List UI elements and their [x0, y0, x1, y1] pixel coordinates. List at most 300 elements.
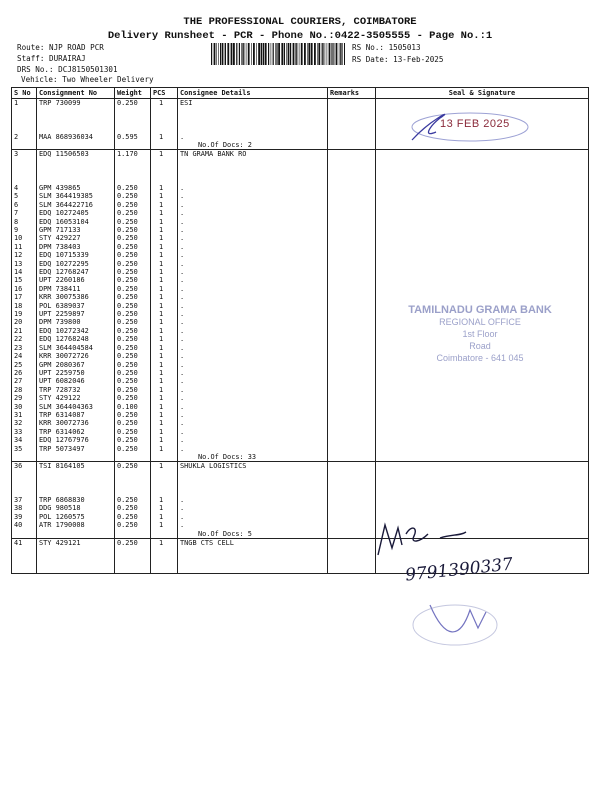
table-row: [12, 176, 589, 184]
cell-seal-signature: [376, 479, 589, 487]
cell-remarks: [328, 234, 376, 242]
barcode-bar: [296, 43, 297, 65]
cell-remarks: [328, 116, 376, 124]
cell-sno: 34: [12, 436, 37, 444]
cell-pcs: 1: [151, 386, 178, 394]
cell-pcs: 1: [151, 369, 178, 377]
cell-weight: [115, 116, 151, 124]
barcode-bar: [314, 43, 316, 65]
table-row: [12, 192, 589, 200]
cell-pcs: 1: [151, 276, 178, 284]
cell-seal-signature: [376, 260, 589, 268]
barcode-bar: [256, 43, 257, 65]
table-header-row: [12, 88, 589, 99]
cell-seal-signature: [376, 234, 589, 242]
cell-consignment-no: UPT 6082046: [37, 377, 115, 385]
barcode-bar: [220, 43, 221, 65]
cell-weight: 0.250: [115, 538, 151, 547]
cell-pcs: 1: [151, 335, 178, 343]
cell-consignee-details: .: [178, 243, 328, 251]
cell-consignee-details: .: [178, 419, 328, 427]
cell-consignee-details: .: [178, 445, 328, 453]
cell-remarks: [328, 184, 376, 192]
cell-consignment-no: [37, 453, 115, 462]
cell-sno: [12, 141, 37, 150]
cell-weight: 0.250: [115, 318, 151, 326]
cell-seal-signature: [376, 209, 589, 217]
cell-consignee-details: .: [178, 268, 328, 276]
cell-seal-signature: [376, 167, 589, 175]
cell-consignment-no: KRR 30075386: [37, 293, 115, 301]
barcode-bar: [253, 43, 255, 65]
cell-sno: 28: [12, 386, 37, 394]
cell-pcs: 1: [151, 285, 178, 293]
barcode-bar: [239, 43, 240, 65]
cell-weight: 0.250: [115, 504, 151, 512]
barcode-bar: [327, 43, 328, 65]
cell-pcs: 1: [151, 538, 178, 547]
barcode-bar: [284, 43, 285, 65]
cell-seal-signature: [376, 268, 589, 276]
cell-consignee-details: .: [178, 218, 328, 226]
cell-seal-signature: [376, 276, 589, 284]
cell-pcs: [151, 116, 178, 124]
cell-sno: [12, 159, 37, 167]
table-row: [12, 471, 589, 479]
table-row: [12, 488, 589, 496]
cell-remarks: [328, 167, 376, 175]
cell-weight: 0.250: [115, 218, 151, 226]
cell-seal-signature: [376, 192, 589, 200]
cell-seal-signature: [376, 513, 589, 521]
cell-pcs: 1: [151, 361, 178, 369]
barcode-bar: [265, 43, 267, 65]
cell-consignment-no: EDQ 11506503: [37, 150, 115, 159]
cell-consignee-details: [178, 471, 328, 479]
cell-consignment-no: GPM 439865: [37, 184, 115, 192]
cell-weight: 0.250: [115, 226, 151, 234]
cell-remarks: [328, 268, 376, 276]
cell-consignee-details: .: [178, 496, 328, 504]
cell-consignment-no: DPM 738411: [37, 285, 115, 293]
cell-seal-signature: [376, 133, 589, 141]
cell-consignee-details: .: [178, 302, 328, 310]
cell-remarks: [328, 361, 376, 369]
barcode-bar: [276, 43, 277, 65]
bottom-stamp-ring: [413, 605, 497, 645]
table-row: [12, 251, 589, 259]
barcode-bar: [211, 43, 212, 65]
cell-consignment-no: [37, 124, 115, 132]
cell-consignment-no: [37, 141, 115, 150]
cell-consignment-no: DDG 980518: [37, 504, 115, 512]
cell-weight: 0.250: [115, 260, 151, 268]
cell-remarks: [328, 141, 376, 150]
cell-weight: 0.250: [115, 436, 151, 444]
cell-consignee-details: .: [178, 192, 328, 200]
table-row: [12, 243, 589, 251]
cell-remarks: [328, 192, 376, 200]
bank-stamp-line: Coimbatore - 641 045: [436, 353, 524, 363]
vehicle-label: Vehicle: Two Wheeler Delivery: [21, 75, 154, 84]
col-weight: Weight: [115, 88, 151, 99]
table-row: [12, 445, 589, 453]
cell-remarks: [328, 419, 376, 427]
cell-pcs: 1: [151, 201, 178, 209]
table-row: [12, 462, 589, 471]
cell-remarks: [328, 176, 376, 184]
cell-pcs: 1: [151, 192, 178, 200]
cell-pcs: 1: [151, 243, 178, 251]
table-row: [12, 369, 589, 377]
barcode-bar: [323, 43, 324, 65]
table-row: [12, 226, 589, 234]
cell-seal-signature: [376, 504, 589, 512]
cell-consignee-details: .: [178, 403, 328, 411]
barcode-bar: [329, 43, 331, 65]
barcode-bar: [338, 43, 339, 65]
cell-consignee-details: .: [178, 436, 328, 444]
cell-weight: 0.250: [115, 462, 151, 471]
table-row: [12, 260, 589, 268]
cell-remarks: [328, 260, 376, 268]
cell-weight: [115, 453, 151, 462]
cell-weight: [115, 141, 151, 150]
cell-remarks: [328, 556, 376, 564]
handwritten-phone: 9791390337: [404, 554, 514, 586]
cell-pcs: 1: [151, 344, 178, 352]
cell-sno: 29: [12, 394, 37, 402]
barcode-bar: [246, 43, 247, 65]
table-row: [12, 496, 589, 504]
table-row: [12, 285, 589, 293]
cell-pcs: 1: [151, 226, 178, 234]
cell-consignment-no: SLM 364422716: [37, 201, 115, 209]
cell-pcs: [151, 547, 178, 555]
table-row: [12, 159, 589, 167]
cell-weight: [115, 159, 151, 167]
cell-remarks: [328, 521, 376, 529]
cell-pcs: 1: [151, 352, 178, 360]
barcode-bar: [301, 43, 303, 65]
barcode-bar: [307, 43, 308, 65]
table-row: [12, 513, 589, 521]
cell-pcs: 1: [151, 209, 178, 217]
cell-consignee-details: No.Of Docs: 33: [178, 453, 328, 462]
cell-weight: 0.250: [115, 327, 151, 335]
cell-remarks: [328, 462, 376, 471]
cell-sno: 3: [12, 150, 37, 159]
cell-consignment-no: [37, 479, 115, 487]
cell-weight: 0.100: [115, 403, 151, 411]
cell-consignee-details: .: [178, 226, 328, 234]
barcode-bar: [299, 43, 300, 65]
cell-remarks: [328, 310, 376, 318]
cell-remarks: [328, 394, 376, 402]
cell-pcs: 1: [151, 218, 178, 226]
barcode-bar: [286, 43, 287, 65]
cell-sno: [12, 479, 37, 487]
cell-sno: 21: [12, 327, 37, 335]
cell-pcs: 1: [151, 184, 178, 192]
cell-seal-signature: [376, 488, 589, 496]
barcode-bar: [222, 43, 223, 65]
cell-remarks: [328, 318, 376, 326]
barcode-bar: [340, 43, 341, 65]
cell-sno: 40: [12, 521, 37, 529]
cell-remarks: [328, 504, 376, 512]
cell-remarks: [328, 293, 376, 301]
cell-weight: 0.250: [115, 335, 151, 343]
cell-weight: 0.250: [115, 352, 151, 360]
cell-consignment-no: STY 429121: [37, 538, 115, 547]
cell-consignee-details: [178, 176, 328, 184]
table-row: [12, 419, 589, 427]
cell-seal-signature: [376, 218, 589, 226]
cell-consignee-details: [178, 547, 328, 555]
cell-pcs: [151, 124, 178, 132]
cell-seal-signature: [376, 411, 589, 419]
cell-consignment-no: KRR 30072726: [37, 352, 115, 360]
cell-weight: 0.250: [115, 428, 151, 436]
cell-pcs: 1: [151, 403, 178, 411]
cell-remarks: [328, 209, 376, 217]
cell-sno: 32: [12, 419, 37, 427]
cell-remarks: [328, 428, 376, 436]
cell-sno: 18: [12, 302, 37, 310]
cell-weight: [115, 471, 151, 479]
barcode-bar: [218, 43, 219, 65]
cell-sno: [12, 453, 37, 462]
cell-sno: 11: [12, 243, 37, 251]
barcode-bar: [231, 43, 233, 65]
cell-remarks: [328, 496, 376, 504]
drs-number: DRS No.: DCJ8150501301: [17, 65, 118, 74]
cell-sno: [12, 107, 37, 115]
cell-sno: 15: [12, 276, 37, 284]
cell-consignee-details: [178, 107, 328, 115]
cell-consignee-details: .: [178, 344, 328, 352]
table-row: [12, 394, 589, 402]
col-remarks: Remarks: [328, 88, 376, 99]
table-row: [12, 377, 589, 385]
cell-sno: 12: [12, 251, 37, 259]
cell-weight: 0.250: [115, 302, 151, 310]
table-row: [12, 268, 589, 276]
cell-remarks: [328, 411, 376, 419]
col-consignee-details: Consignee Details: [178, 88, 328, 99]
cell-weight: 0.250: [115, 344, 151, 352]
cell-consignee-details: .: [178, 386, 328, 394]
cell-weight: 0.250: [115, 293, 151, 301]
cell-seal-signature: [376, 521, 589, 529]
bottom-signature-stroke: [430, 605, 486, 632]
cell-consignee-details: .: [178, 201, 328, 209]
cell-consignment-no: DPM 739800: [37, 318, 115, 326]
cell-remarks: [328, 201, 376, 209]
cell-consignment-no: TRP 730099: [37, 99, 115, 108]
cell-weight: 0.250: [115, 251, 151, 259]
barcode-bar: [227, 43, 229, 65]
cell-weight: 0.250: [115, 361, 151, 369]
cell-pcs: 1: [151, 293, 178, 301]
cell-remarks: [328, 159, 376, 167]
cell-consignment-no: [37, 564, 115, 573]
cell-consignee-details: .: [178, 369, 328, 377]
cell-remarks: [328, 530, 376, 539]
cell-consignee-details: [178, 488, 328, 496]
cell-weight: 0.250: [115, 184, 151, 192]
cell-weight: 0.250: [115, 386, 151, 394]
barcode-bar: [344, 43, 345, 65]
cell-seal-signature: [376, 293, 589, 301]
cell-seal-signature: [376, 538, 589, 547]
barcode-bar: [241, 43, 242, 65]
cell-sno: 9: [12, 226, 37, 234]
cell-seal-signature: [376, 369, 589, 377]
table-row: [12, 201, 589, 209]
barcode-bar: [332, 43, 333, 65]
cell-seal-signature: [376, 462, 589, 471]
col-consignment-no: Consignment No: [37, 88, 115, 99]
col-pcs: PCS: [151, 88, 178, 99]
staff-label: Staff: DURAIRAJ: [17, 54, 86, 63]
cell-remarks: [328, 218, 376, 226]
cell-pcs: [151, 471, 178, 479]
cell-weight: [115, 547, 151, 555]
cell-consignee-details: ESI: [178, 99, 328, 108]
cell-consignment-no: KRR 30072736: [37, 419, 115, 427]
cell-pcs: 1: [151, 310, 178, 318]
cell-weight: 0.250: [115, 419, 151, 427]
table-row: [12, 107, 589, 115]
cell-sno: 13: [12, 260, 37, 268]
cell-pcs: [151, 479, 178, 487]
cell-remarks: [328, 403, 376, 411]
cell-sno: 1: [12, 99, 37, 108]
table-row: [12, 504, 589, 512]
cell-weight: 0.250: [115, 201, 151, 209]
cell-sno: 33: [12, 428, 37, 436]
cell-seal-signature: [376, 176, 589, 184]
cell-seal-signature: [376, 107, 589, 115]
cell-weight: 1.170: [115, 150, 151, 159]
cell-consignment-no: TRP 728732: [37, 386, 115, 394]
barcode-bar: [268, 43, 269, 65]
cell-pcs: 1: [151, 260, 178, 268]
barcode-bar: [336, 43, 337, 65]
cell-sno: 14: [12, 268, 37, 276]
cell-sno: 5: [12, 192, 37, 200]
cell-sno: 10: [12, 234, 37, 242]
cell-consignee-details: .: [178, 133, 328, 141]
cell-consignment-no: [37, 547, 115, 555]
cell-consignment-no: TRP 6868830: [37, 496, 115, 504]
cell-remarks: [328, 344, 376, 352]
table-row: [12, 453, 589, 462]
cell-weight: 0.250: [115, 496, 151, 504]
cell-weight: 0.250: [115, 268, 151, 276]
cell-sno: 39: [12, 513, 37, 521]
cell-seal-signature: [376, 453, 589, 462]
route-label: Route: NJP ROAD PCR: [17, 43, 104, 52]
cell-remarks: [328, 488, 376, 496]
cell-weight: 0.250: [115, 310, 151, 318]
cell-consignee-details: .: [178, 327, 328, 335]
cell-sno: 22: [12, 335, 37, 343]
cell-consignee-details: .: [178, 209, 328, 217]
cell-consignee-details: .: [178, 521, 328, 529]
cell-consignee-details: .: [178, 394, 328, 402]
cell-consignee-details: .: [178, 335, 328, 343]
cell-consignment-no: [37, 471, 115, 479]
cell-pcs: [151, 564, 178, 573]
cell-seal-signature: [376, 243, 589, 251]
cell-remarks: [328, 479, 376, 487]
cell-seal-signature: [376, 530, 589, 539]
cell-weight: 0.250: [115, 234, 151, 242]
cell-consignment-no: EDQ 16053104: [37, 218, 115, 226]
cell-pcs: 1: [151, 302, 178, 310]
table-row: [12, 386, 589, 394]
cell-consignment-no: GPM 717133: [37, 226, 115, 234]
table-row: [12, 538, 589, 547]
cell-pcs: 1: [151, 504, 178, 512]
cell-sno: 7: [12, 209, 37, 217]
cell-consignee-details: .: [178, 260, 328, 268]
cell-sno: 19: [12, 310, 37, 318]
barcode-bar: [263, 43, 264, 65]
cell-weight: [115, 530, 151, 539]
cell-remarks: [328, 99, 376, 108]
cell-consignment-no: ATR 1790008: [37, 521, 115, 529]
cell-weight: 0.250: [115, 99, 151, 108]
cell-seal-signature: [376, 394, 589, 402]
cell-sno: 8: [12, 218, 37, 226]
table-row: [12, 479, 589, 487]
cell-sno: 37: [12, 496, 37, 504]
cell-weight: 0.250: [115, 513, 151, 521]
barcode-bar: [304, 43, 306, 65]
cell-remarks: [328, 327, 376, 335]
cell-seal-signature: [376, 445, 589, 453]
table-row: [12, 276, 589, 284]
barcode-bar: [236, 43, 237, 65]
cell-seal-signature: [376, 377, 589, 385]
table-row: [12, 521, 589, 529]
cell-remarks: [328, 453, 376, 462]
cell-remarks: [328, 251, 376, 259]
runsheet-title: Delivery Runsheet - PCR - Phone No.:0422-3505555 - Page No.:1: [107, 30, 493, 42]
col-seal-signature: Seal & Signature: [376, 88, 589, 99]
cell-pcs: [151, 176, 178, 184]
cell-seal-signature: [376, 471, 589, 479]
cell-consignment-no: UPT 2259750: [37, 369, 115, 377]
barcode-bar: [295, 43, 296, 65]
cell-remarks: [328, 133, 376, 141]
cell-consignment-no: EDQ 10715339: [37, 251, 115, 259]
barcode-image: [211, 43, 345, 65]
cell-consignment-no: [37, 176, 115, 184]
cell-remarks: [328, 302, 376, 310]
cell-remarks: [328, 124, 376, 132]
cell-remarks: [328, 243, 376, 251]
cell-remarks: [328, 386, 376, 394]
barcode-bar: [248, 43, 250, 65]
barcode-bar: [275, 43, 276, 65]
cell-consignee-details: [178, 124, 328, 132]
cell-pcs: 1: [151, 436, 178, 444]
